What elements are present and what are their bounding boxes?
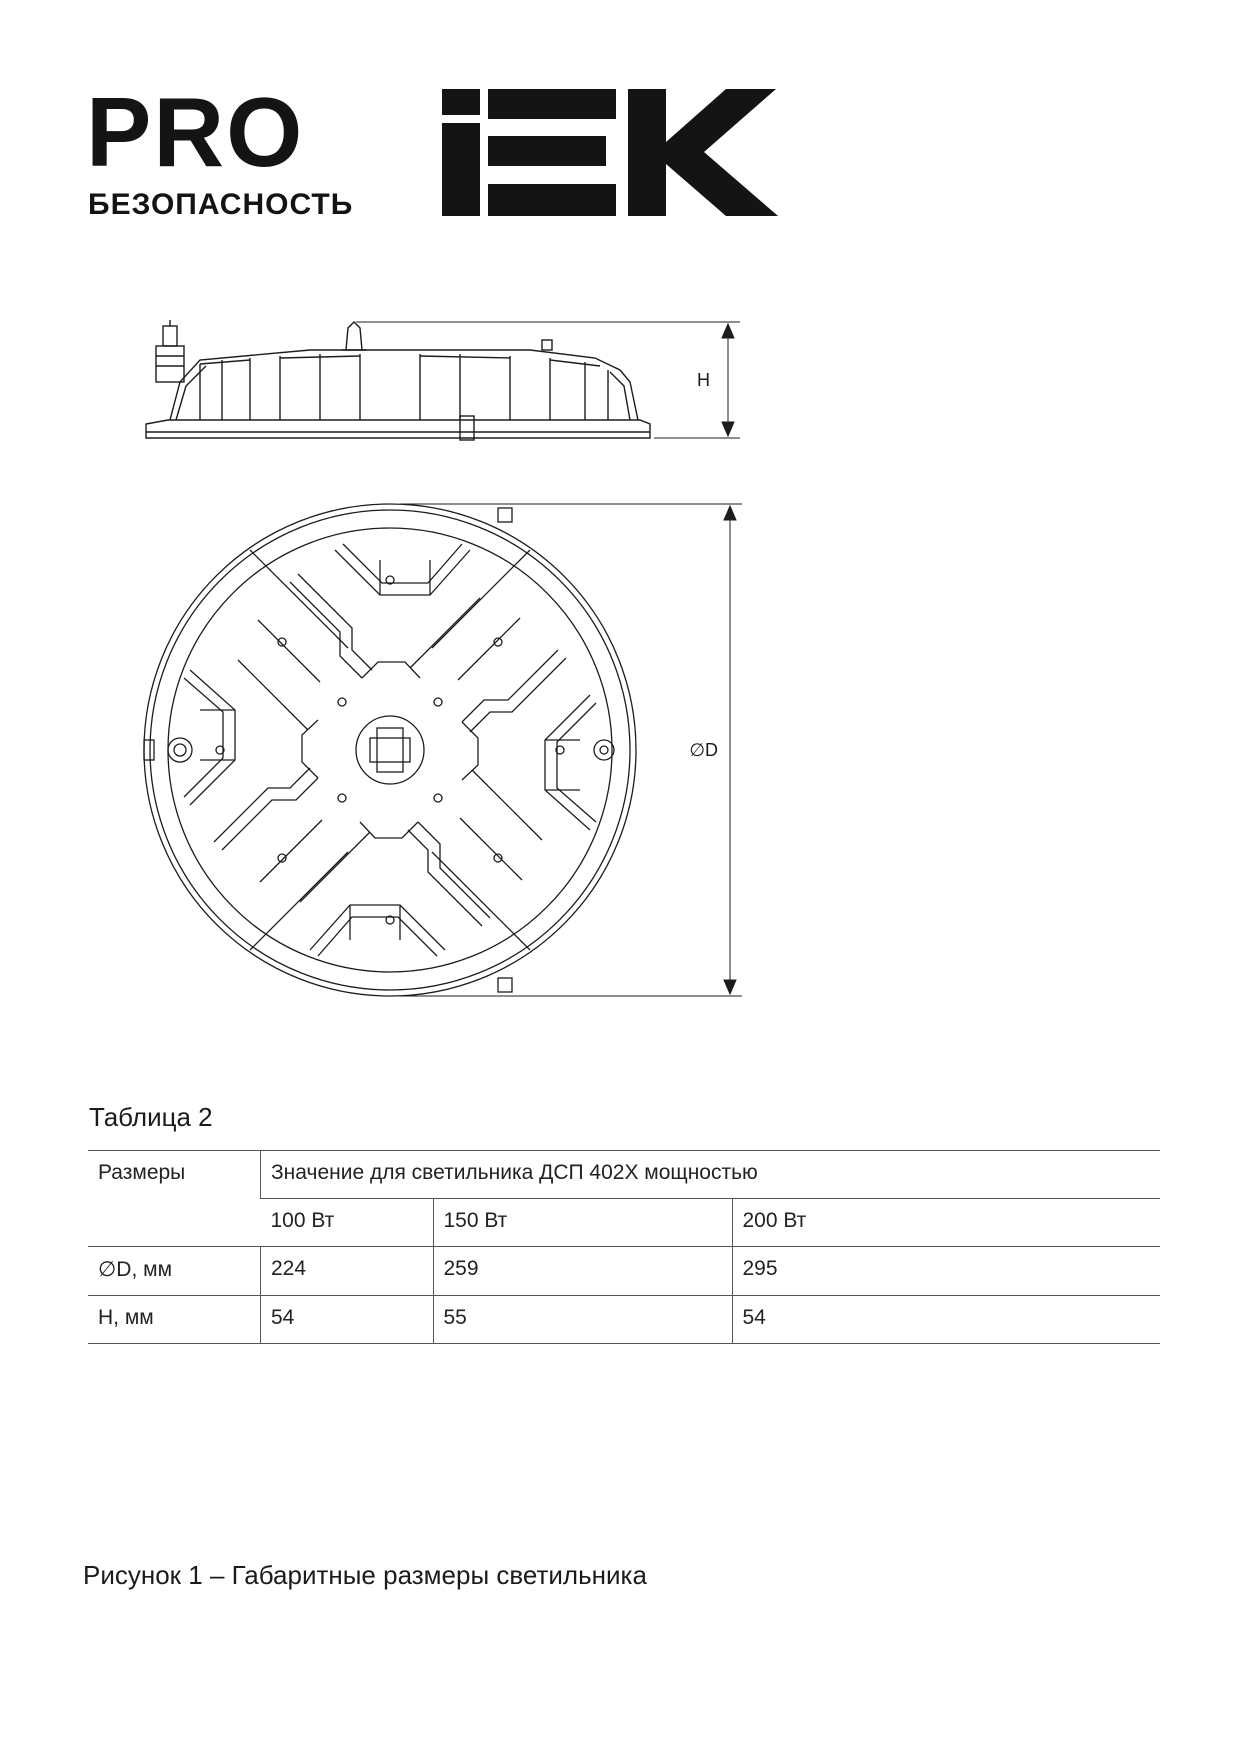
center-hub bbox=[356, 716, 424, 784]
cell-diameter-100: 224 bbox=[261, 1247, 434, 1296]
power-100: 100 Вт bbox=[261, 1199, 434, 1247]
height-label: H bbox=[697, 370, 710, 390]
top-view bbox=[144, 504, 742, 996]
cell-height-100: 54 bbox=[261, 1296, 434, 1344]
table-row bbox=[88, 1247, 1160, 1296]
figure-caption: Рисунок 1 – Габаритные размеры светильника bbox=[83, 1560, 647, 1590]
logo-iek-mark bbox=[442, 89, 778, 216]
logo-tagline: БЕЗОПАСНОСТЬ bbox=[88, 188, 354, 221]
cell-height-200: 54 bbox=[732, 1296, 1160, 1344]
power-150: 150 Вт bbox=[433, 1199, 732, 1247]
table-caption: Таблица 2 bbox=[89, 1102, 213, 1132]
cell-diameter-200: 295 bbox=[732, 1247, 1160, 1296]
screw-points bbox=[216, 576, 564, 924]
logo-pro-text: PRO bbox=[86, 86, 305, 187]
cell-height-150: 55 bbox=[433, 1296, 732, 1344]
power-200: 200 Вт bbox=[732, 1199, 1160, 1247]
luminaire-drawing bbox=[130, 320, 780, 1020]
side-view bbox=[146, 320, 740, 440]
header-value: Значение для светильника ДСП 402Х мощностью bbox=[261, 1151, 1161, 1199]
diagonal-rails bbox=[250, 550, 530, 950]
row-label-height: H, мм bbox=[88, 1296, 261, 1344]
table-header-row bbox=[88, 1151, 1160, 1199]
dimensions-table bbox=[88, 1150, 1160, 1344]
row-label-diameter: ∅D, мм bbox=[88, 1247, 261, 1296]
table-row bbox=[88, 1296, 1160, 1344]
header-dimensions: Размеры bbox=[88, 1151, 261, 1247]
brand-logo bbox=[86, 86, 786, 221]
diameter-label: ∅D bbox=[689, 740, 718, 760]
cell-diameter-150: 259 bbox=[433, 1247, 732, 1296]
